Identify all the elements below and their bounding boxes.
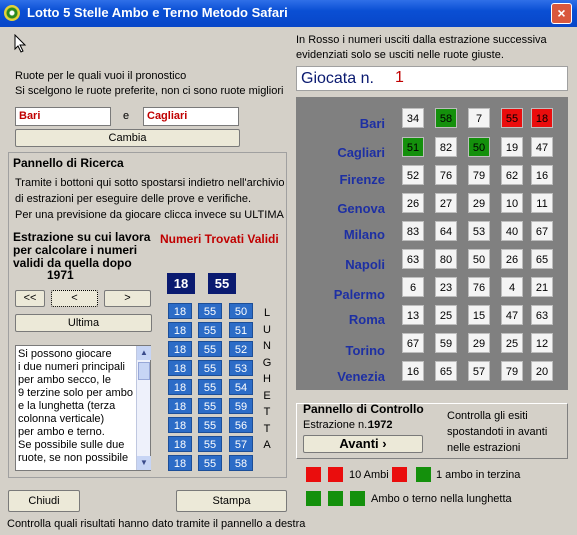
ruota2-field[interactable]: Cagliari (143, 107, 239, 126)
ruota-number-cell: 16 (402, 361, 424, 381)
lunghetta-letter: T (263, 406, 271, 418)
lunghetta-letter: T (263, 422, 271, 435)
ruota-number-cell: 34 (402, 108, 424, 128)
avanti-label: Avanti (339, 436, 379, 451)
wheel-name: Genova (337, 201, 385, 216)
legend-green-square (306, 491, 321, 506)
legend-red-square (328, 467, 343, 482)
controllo-desc1: Controlla gli esiti (447, 410, 528, 422)
ruota-number-cell: 7 (468, 108, 490, 128)
next-button[interactable]: > (104, 290, 151, 307)
ruota-number-cell: 47 (501, 305, 523, 325)
arrow-right-icon: › (382, 436, 387, 451)
ruota-number-cell: 10 (501, 193, 523, 213)
title-bar (0, 0, 577, 27)
note-line: Si possono giocare (18, 348, 112, 360)
terzina-cell: 18 (168, 455, 192, 471)
ruota-number-cell: 6 (402, 277, 424, 297)
wheel-name: Firenze (339, 172, 385, 187)
estrazione-value: 1971 (47, 268, 74, 282)
ruota-number-cell: 63 (402, 249, 424, 269)
ruota-number-cell: 27 (435, 193, 457, 213)
legend-green-square (328, 491, 343, 506)
terzina-cell: 56 (229, 417, 253, 433)
terzina-cell: 18 (168, 360, 192, 376)
lunghetta-letter: A (263, 439, 271, 451)
wheel-name: Palermo (333, 287, 385, 302)
terzina-cell: 50 (229, 303, 253, 319)
ruota-number-cell: 65 (531, 249, 553, 269)
note-line: e la lunghetta (terza (18, 400, 116, 412)
ultima-button[interactable]: Ultima (15, 314, 152, 332)
ruota-number-cell: 25 (435, 305, 457, 325)
terzina-cell: 18 (168, 341, 192, 357)
ruota-number-cell: 4 (501, 277, 523, 297)
terzina-cell: 18 (168, 379, 192, 395)
cambia-button[interactable]: Cambia (15, 129, 240, 147)
terzina-cell: 57 (229, 436, 253, 452)
ruota-number-cell: 25 (501, 333, 523, 353)
ruota-number-cell: 51 (402, 137, 424, 157)
terzina-cell: 18 (168, 398, 192, 414)
ricerca-desc3: Per una previsione da giocare clicca invece su ULTIMA (15, 209, 284, 221)
app-icon (4, 5, 20, 21)
ruota-number-cell: 55 (501, 108, 523, 128)
top-number-1: 18 (167, 273, 195, 294)
lunghetta-letter: E (263, 389, 271, 402)
ruota-number-cell: 65 (435, 361, 457, 381)
ruota-number-cell: 53 (468, 221, 490, 241)
ruota1-field[interactable]: Bari (15, 107, 111, 126)
numeri-validi-label: Numeri Trovati Validi (160, 232, 279, 246)
note-line: ruote, se non possibile (18, 452, 129, 464)
terzina-cell: 18 (168, 436, 192, 452)
ruota-number-cell: 29 (468, 193, 490, 213)
ruota-number-cell: 13 (402, 305, 424, 325)
top-number-2: 55 (208, 273, 236, 294)
note-line: 9 terzine solo per ambo (18, 387, 133, 399)
info-line1: In Rosso i numeri usciti dalla estrazione successiva (296, 34, 547, 46)
controllo-estrazione-label: Estrazione n.: (303, 419, 371, 431)
ruote-hint: Si scelgono le ruote preferite, non ci sono ruote migliori (15, 85, 284, 97)
giocata-label: Giocata n. (301, 70, 374, 87)
notes-text (18, 348, 136, 465)
ruota-number-cell: 58 (435, 108, 457, 128)
wheel-name: Venezia (337, 369, 385, 384)
ruota-number-cell: 64 (435, 221, 457, 241)
ruota-number-cell: 63 (531, 305, 553, 325)
ruota-number-cell: 40 (501, 221, 523, 241)
ruota-number-cell: 23 (435, 277, 457, 297)
wheel-name: Bari (359, 116, 385, 131)
terzina-cell: 55 (198, 436, 222, 452)
terzina-cell: 59 (229, 398, 253, 414)
terzina-cell: 53 (229, 360, 253, 376)
ruota-number-cell: 50 (468, 137, 490, 157)
ruota-number-cell: 29 (468, 333, 490, 353)
ricerca-desc1: Tramite i bottoni qui sotto spostarsi indietro nell'archivio (15, 177, 285, 189)
ruota-number-cell: 11 (531, 193, 553, 213)
terzina-cell: 52 (229, 341, 253, 357)
ruota-number-cell: 26 (501, 249, 523, 269)
terzina-cell: 58 (229, 455, 253, 471)
status-text: Controlla quali risultati hanno dato tramite il pannello a destra (7, 518, 306, 530)
ruota-number-cell: 21 (531, 277, 553, 297)
ruota-number-cell: 26 (402, 193, 424, 213)
note-line: per ambo e terno. (18, 426, 105, 438)
ruota-number-cell: 67 (402, 333, 424, 353)
scroll-up-icon[interactable]: ▲ (137, 346, 151, 360)
terzina-cell: 55 (198, 341, 222, 357)
ruota-number-cell: 52 (402, 165, 424, 185)
ruota-number-cell: 50 (468, 249, 490, 269)
controllo-desc3: nelle estrazioni (447, 442, 521, 454)
estrazione-label-1: Estrazione su cui lavora (13, 230, 151, 244)
ruota-number-cell: 82 (435, 137, 457, 157)
terzina-cell: 55 (198, 303, 222, 319)
ruota-number-cell: 57 (468, 361, 490, 381)
terzina-cell: 55 (198, 455, 222, 471)
ruota-number-cell: 15 (468, 305, 490, 325)
lunghetta-label (262, 305, 272, 454)
scroll-down-icon[interactable]: ▼ (137, 456, 151, 470)
note-line: Se possibile sulle due (18, 439, 125, 451)
terzina-cell: 18 (168, 417, 192, 433)
terzine-rows (168, 303, 256, 468)
ruota-number-cell: 76 (435, 165, 457, 185)
terzina-cell: 55 (198, 379, 222, 395)
giocata-number: 1 (395, 69, 404, 86)
legend-ambi-label: 10 Ambi (349, 469, 389, 481)
ruota-number-cell: 19 (501, 137, 523, 157)
estrazione-label-3: validi da quella dopo (13, 256, 132, 270)
lunghetta-letter: N (263, 340, 271, 352)
terzina-cell: 18 (168, 322, 192, 338)
ruota-number-cell: 20 (531, 361, 553, 381)
close-button[interactable]: × (551, 3, 572, 24)
wheel-name: Roma (348, 312, 385, 327)
wheel-name: Napoli (345, 257, 385, 272)
terzina-cell: 55 (198, 398, 222, 414)
mouse-cursor-icon (14, 34, 28, 54)
ricerca-desc2: di estrazioni per eseguire delle prove e verifiche. (15, 193, 252, 205)
wheel-name: Milano (343, 227, 385, 242)
terzina-cell: 55 (198, 360, 222, 376)
giocata-box (296, 66, 568, 91)
note-line: per ambo secco, le (18, 374, 111, 386)
stampa-button[interactable]: Stampa (176, 490, 287, 512)
info-line2: evidenziati solo se usciti nelle ruote giuste. (296, 49, 504, 61)
notes-scrollbar[interactable] (136, 346, 150, 470)
controllo-title: Pannello di Controllo (303, 402, 424, 416)
ruota-number-cell: 18 (531, 108, 553, 128)
ruota-number-cell: 47 (531, 137, 553, 157)
window-title: Lotto 5 Stelle Ambo e Terno Metodo Safari (27, 5, 288, 20)
controllo-desc2: spostandoti in avanti (447, 426, 548, 438)
legend-lunghetta-label: Ambo o terno nella lunghetta (371, 493, 512, 505)
note-line: i due numeri principali (18, 361, 125, 373)
ruota-number-cell: 12 (531, 333, 553, 353)
ruote-label: Ruote per le quali vuoi il pronostico (15, 70, 187, 82)
lunghetta-letter: G (262, 356, 272, 369)
notes-textarea[interactable] (15, 345, 151, 471)
legend-green-square (416, 467, 431, 482)
terzina-cell: 51 (229, 322, 253, 338)
ruota-number-cell: 83 (402, 221, 424, 241)
wheel-name: Cagliari (337, 145, 385, 160)
ruote-and-label: e (123, 110, 130, 122)
ruota-number-cell: 59 (435, 333, 457, 353)
estrazione-label-2: per calcolare i numeri (13, 243, 138, 257)
ruota-number-cell: 80 (435, 249, 457, 269)
controllo-estrazione-value: 1972 (368, 419, 393, 431)
terzina-cell: 18 (168, 303, 192, 319)
ruota-number-cell: 79 (501, 361, 523, 381)
terzina-cell: 55 (198, 322, 222, 338)
ruota-number-cell: 76 (468, 277, 490, 297)
chiudi-button[interactable]: Chiudi (8, 490, 80, 512)
legend-red-square (306, 467, 321, 482)
ruota-number-cell: 16 (531, 165, 553, 185)
legend-green-square (350, 491, 365, 506)
terzina-cell: 55 (198, 417, 222, 433)
ruota-number-cell: 67 (531, 221, 553, 241)
lunghetta-letter: L (263, 307, 271, 319)
ruota-number-cell: 79 (468, 165, 490, 185)
wheel-name: Torino (345, 343, 385, 358)
step-back-button[interactable]: < (51, 290, 98, 307)
scroll-thumb[interactable] (138, 362, 150, 380)
legend-terzina-label: 1 ambo in terzina (436, 469, 521, 481)
legend-red-square (392, 467, 407, 482)
lunghetta-letter: H (263, 373, 271, 385)
note-line: colonna verticale) (18, 413, 105, 425)
ricerca-title: Pannello di Ricerca (13, 156, 124, 170)
terzina-cell: 54 (229, 379, 253, 395)
prev-button[interactable]: << (15, 290, 45, 307)
ruota-number-cell: 62 (501, 165, 523, 185)
lunghetta-letter: U (263, 323, 271, 336)
avanti-button[interactable] (303, 435, 423, 453)
